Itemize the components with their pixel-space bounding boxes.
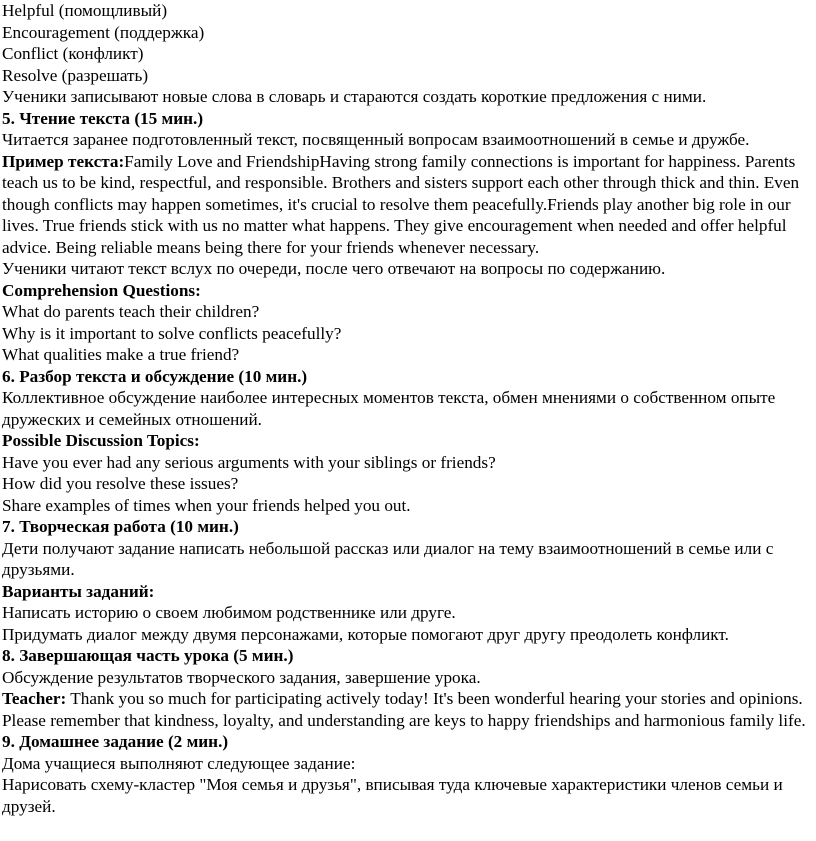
reading-note: Ученики читают текст вслух по очереди, после чего отвечают на вопросы по содержанию. [2,259,666,278]
example-text-paragraph [2,151,816,259]
section-8-intro: Обсуждение результатов творческого задания, завершение урока. [2,667,481,687]
vocab-item: Conflict (конфликт) [2,44,144,63]
teacher-label: Teacher: [2,689,67,708]
vocab-item: Helpful (помощливый) [2,1,168,20]
variants-heading: Варианты заданий: [2,581,155,601]
teacher-paragraph [2,688,816,731]
homework-task: Нарисовать схему-кластер "Моя семья и друзья", вписывая туда ключевые характеристики членов семьи и друзей. [2,775,783,816]
teacher-text: Thank you so much for participating actively today! It's been wonderful hearing your stories and opinions. Please remember that kindness, loyalty, and understanding are keys to happy friendships and harmonious family life. [2,689,806,730]
section-7-intro: Дети получают задание написать небольшой рассказ или диалог на тему взаимоотношений в семье или с друзьями. [2,538,774,579]
question-item: Why is it important to solve conflicts peacefully? [2,323,342,343]
example-text: Family Love and FriendshipHaving strong family connections is important for happiness. Parents teach us to be kind, respectful, and responsible. Brothers and sisters support each other through thick and thin. Even though conflicts may happen sometimes, it's crucial to resolve them peacefully.Friends play another big role in our lives. True friends stick with us no matter what happens. They give encouragement when needed and offer helpful advice. Being reliable means being there for your friends whenever necessary. [2,151,800,257]
variant-item: Придумать диалог между двумя персонажами, которые помогают друг другу преодолеть конфликт. [2,624,729,644]
variant-item: Написать историю о своем любимом родственнике или друге. [2,603,456,622]
question-item: What do parents teach their children? [2,302,260,321]
vocab-item: Resolve (разрешать) [2,65,149,85]
section-5-heading: 5. Чтение текста (15 мин.) [2,108,204,128]
topic-item: How did you resolve these issues? [2,474,239,493]
section-6-intro: Коллективное обсуждение наиболее интересных моментов текста, обмен мнениями о собственном опыте дружеских и семейных отношений. [2,388,776,429]
section-7-heading: 7. Творческая работа (10 мин.) [2,517,239,536]
section-9-intro: Дома учащиеся выполняют следующее задание: [2,753,356,773]
questions-heading: Comprehension Questions: [2,280,201,300]
section-5-intro: Читается заранее подготовленный текст, посвященный вопросам взаимоотношений в семье и дружбе. [2,130,750,149]
vocab-item: Encouragement (поддержка) [2,22,205,42]
question-item: What qualities make a true friend? [2,345,240,364]
topic-item: Have you ever had any serious arguments with your siblings or friends? [2,452,496,472]
topics-heading: Possible Discussion Topics: [2,431,200,450]
example-label: Пример текста: [2,151,125,171]
topic-item: Share examples of times when your friends helped you out. [2,495,411,515]
vocab-note: Ученики записывают новые слова в словарь и стараются создать короткие предложения с ними. [2,87,707,106]
section-6-heading: 6. Разбор текста и обсуждение (10 мин.) [2,366,308,386]
section-8-heading: 8. Завершающая часть урока (5 мин.) [2,646,294,665]
section-9-heading: 9. Домашнее задание (2 мин.) [2,732,229,751]
